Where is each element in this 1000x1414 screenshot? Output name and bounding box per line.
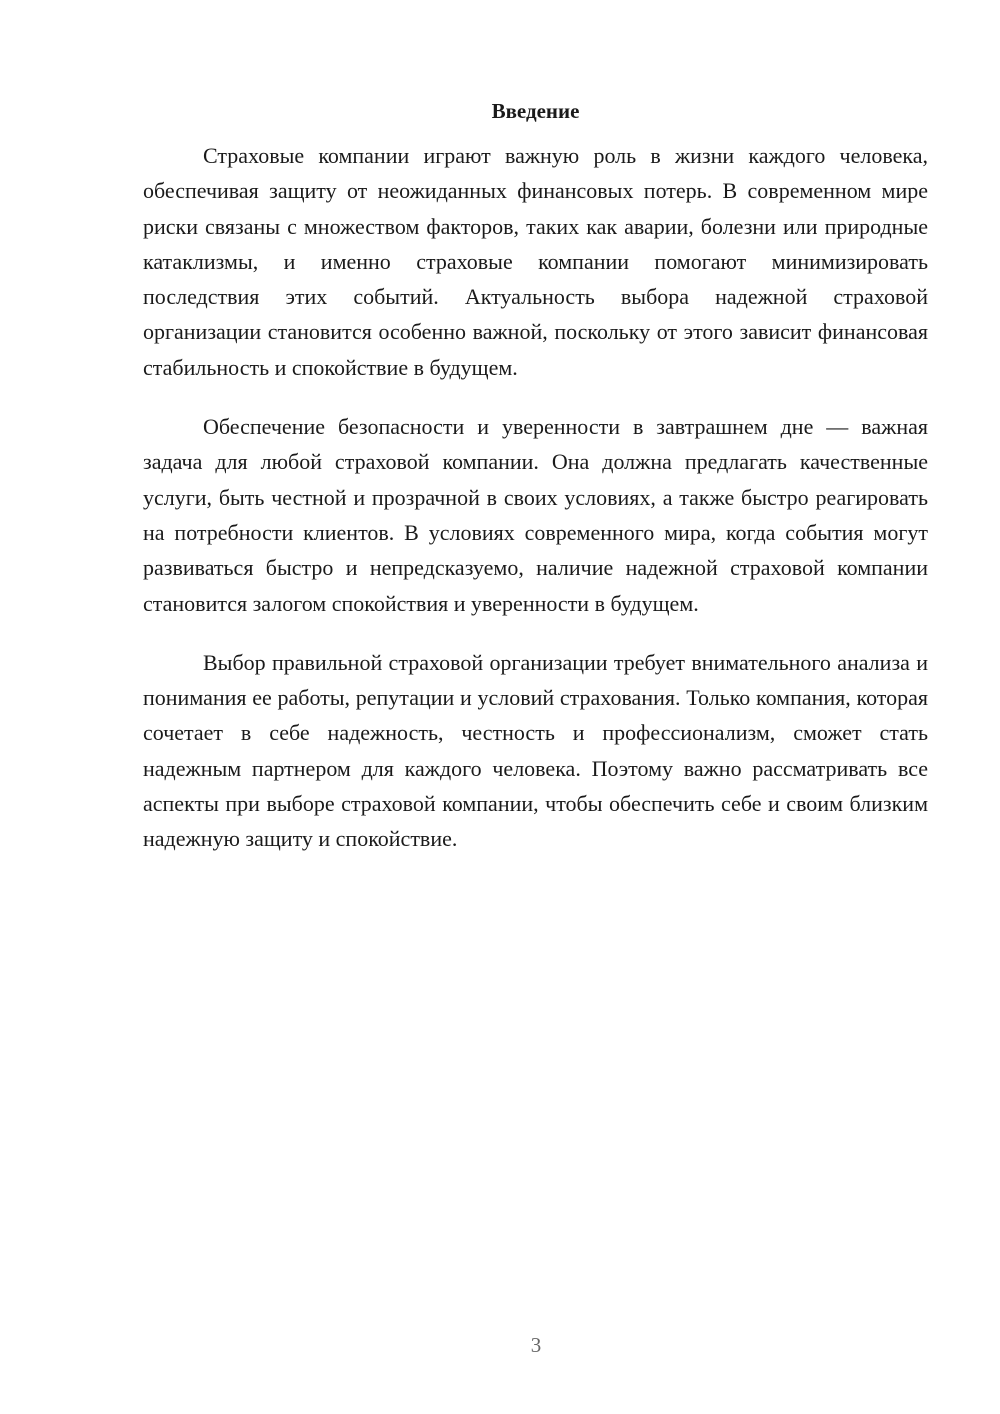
section-heading: Введение (491, 99, 580, 123)
paragraph-1: Страховые компании играют важную роль в жизни каждого человека, обеспечивая защиту от неожиданных финансовых потерь. В современном мире риски связаны с множеством факторов, таких как аварии, болезни или природные катаклизмы, и именно страховые компании помогают минимизировать последствия этих событий. Актуальность выбора надежной страховой организации становится особенно важной, поскольку от этого зависит финансовая стабильность и спокойствие в будущем. (143, 143, 928, 380)
paragraph-3: Выбор правильной страховой организации требует внимательного анализа и понимания ее работы, репутации и условий страхования. Только компания, которая сочетает в себе надежность, честность и профессионализм, сможет стать надежным партнером для каждого человека. Поэтому важно рассматривать все аспекты при выборе страховой компании, чтобы обеспечить себе и своим близким надежную защиту и спокойствие. (143, 649, 928, 852)
page-content (143, 96, 928, 881)
page-number: 3 (530, 1333, 542, 1357)
paragraph-2: Обеспечение безопасности и уверенности в завтрашнем дне — важная задача для любой страховой компании. Она должна предлагать качественные услуги, быть честной и прозрачной в своих условиях, а также быстро реагировать на потребности клиентов. В условиях современного мира, когда события могут развиваться быстро и непредсказуемо, наличие надежной страховой компании становится залогом спокойствия и уверенности в будущем. (143, 414, 928, 616)
